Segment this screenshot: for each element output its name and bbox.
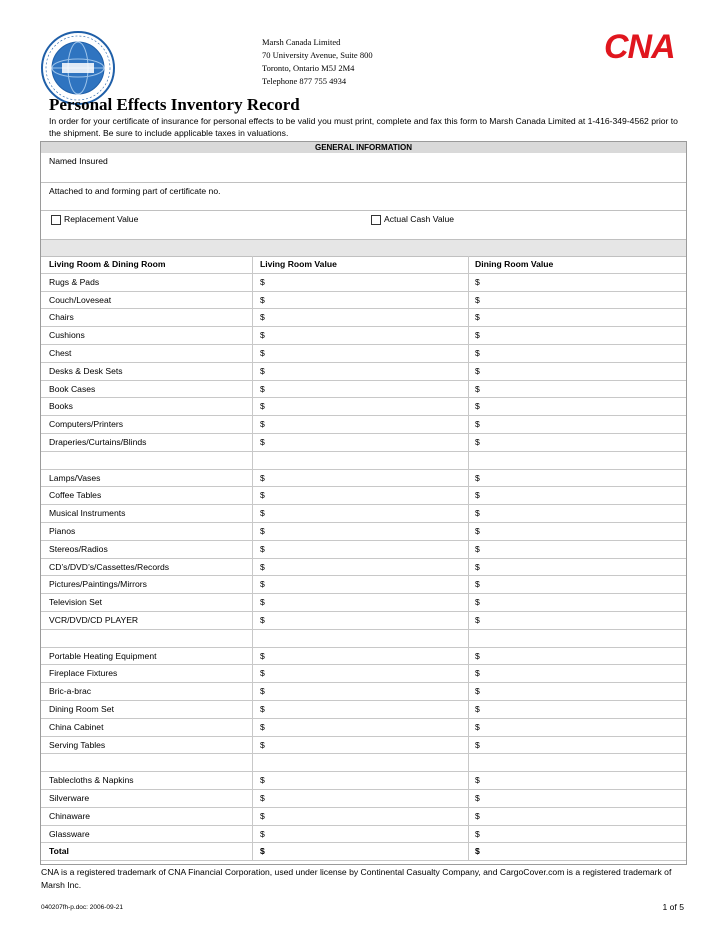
dining-room-value-cell[interactable]: $: [475, 508, 480, 519]
living-room-value-cell[interactable]: $: [253, 274, 469, 291]
living-room-value-cell[interactable]: $: [253, 523, 469, 540]
dining-room-value-cell[interactable]: $: [475, 686, 480, 697]
table-row: [41, 826, 686, 844]
living-room-value-cell[interactable]: $: [253, 363, 469, 380]
marsh-address-block: [262, 36, 373, 88]
item-cell: Glassware: [41, 826, 253, 843]
item-cell: [41, 754, 253, 771]
dining-room-value-cell[interactable]: $: [475, 810, 480, 821]
named-insured-field[interactable]: [41, 153, 686, 183]
header-dining-room-value: Dining Room Value: [475, 259, 554, 269]
living-room-value-cell[interactable]: $: [253, 665, 469, 682]
address-line-2: Toronto, Ontario M5J 2M4: [262, 63, 355, 73]
table-row: [41, 309, 686, 327]
table-row: [41, 683, 686, 701]
dining-room-value-cell[interactable]: $: [475, 348, 480, 358]
table-row: [41, 345, 686, 363]
item-cell: Dining Room Set: [41, 701, 253, 718]
dining-room-value-cell[interactable]: $: [475, 490, 480, 501]
living-room-value-cell[interactable]: $: [253, 826, 469, 843]
item-cell: Serving Tables: [41, 737, 253, 754]
table-spacer-row: [41, 754, 686, 772]
item-cell: Coffee Tables: [41, 487, 253, 504]
dining-room-value-cell[interactable]: $: [475, 579, 480, 590]
item-cell: Fireplace Fixtures: [41, 665, 253, 682]
dining-room-value-cell: [469, 754, 686, 771]
cna-logo: CNA: [604, 28, 675, 66]
item-cell: VCR/DVD/CD PLAYER: [41, 612, 253, 629]
dining-room-value-cell[interactable]: $: [475, 739, 480, 750]
item-cell: Silverware: [41, 790, 253, 807]
dining-room-value-cell[interactable]: $: [475, 668, 480, 679]
living-room-value-cell[interactable]: $: [253, 612, 469, 629]
living-room-value-cell[interactable]: $: [253, 737, 469, 754]
certificate-number-field[interactable]: [41, 183, 686, 211]
table-row: [41, 772, 686, 790]
dining-room-value-cell[interactable]: $: [475, 276, 480, 287]
table-row: [41, 523, 686, 541]
actual-cash-value-checkbox[interactable]: [371, 215, 381, 225]
dining-room-value-cell[interactable]: $: [475, 312, 480, 323]
telephone: Telephone 877 755 4934: [262, 76, 347, 86]
item-cell: Television Set: [41, 594, 253, 611]
table-row: [41, 381, 686, 399]
table-row: [41, 487, 686, 505]
item-cell: Lamps/Vases: [41, 470, 253, 487]
intro-text: In order for your certificate of insurance for personal effects to be valid you must print, complete and fax this form to Marsh Canada Limited at 1-416-349-4562 prior to the shipment. Be sure to include applicable taxes in valuations.: [49, 116, 678, 138]
table-row: [41, 594, 686, 612]
living-room-value-cell: [253, 452, 469, 469]
item-cell: Tablecloths & Napkins: [41, 772, 253, 789]
table-spacer-row: [41, 630, 686, 648]
living-room-value-cell[interactable]: $: [253, 594, 469, 611]
dining-room-value-cell[interactable]: $: [475, 775, 480, 786]
table-row: [41, 648, 686, 666]
dining-room-value-cell[interactable]: $: [475, 437, 480, 447]
table-row: [41, 505, 686, 523]
dining-room-value-cell[interactable]: $: [475, 294, 480, 305]
item-cell: [41, 630, 253, 647]
item-cell: Total: [41, 843, 253, 860]
table-row: [41, 843, 686, 861]
table-row: [41, 470, 686, 488]
living-room-value-cell: [253, 754, 469, 771]
living-room-value-cell[interactable]: $: [253, 416, 469, 433]
item-cell: Desks & Desk Sets: [41, 363, 253, 380]
table-row: [41, 327, 686, 345]
item-cell: Bric-a-brac: [41, 683, 253, 700]
table-row: [41, 363, 686, 381]
item-cell: [41, 452, 253, 469]
actual-cash-value-label: Actual Cash Value: [384, 214, 455, 224]
table-row: [41, 434, 686, 452]
living-room-value-cell[interactable]: $: [253, 398, 469, 415]
table-header-row: [41, 256, 686, 274]
table-row: [41, 576, 686, 594]
item-cell: Musical Instruments: [41, 505, 253, 522]
dining-room-value-cell[interactable]: $: [475, 472, 480, 483]
dining-room-value-cell: [469, 452, 686, 469]
living-room-value-cell[interactable]: $: [253, 808, 469, 825]
item-cell: China Cabinet: [41, 719, 253, 736]
table-row: [41, 665, 686, 683]
living-room-value-cell[interactable]: $: [253, 701, 469, 718]
table-spacer-row: [41, 452, 686, 470]
item-cell: Book Cases: [41, 381, 253, 398]
table-row: [41, 416, 686, 434]
valuation-basis-row: [41, 211, 686, 240]
table-row: [41, 737, 686, 755]
dining-room-value-cell[interactable]: $: [475, 419, 480, 430]
item-cell: Stereos/Radios: [41, 541, 253, 558]
living-room-value-cell[interactable]: $: [253, 576, 469, 593]
table-row: [41, 808, 686, 826]
living-room-value-cell[interactable]: $: [253, 345, 469, 362]
item-cell: Couch/Loveseat: [41, 292, 253, 309]
certificate-number-label: Attached to and forming part of certificate no.: [49, 186, 221, 196]
table-row: [41, 292, 686, 310]
dining-room-value-cell[interactable]: $: [475, 650, 480, 661]
dining-room-value-cell[interactable]: $: [475, 401, 480, 412]
dining-room-value-cell[interactable]: $: [475, 721, 480, 732]
dining-room-value-cell[interactable]: $: [475, 543, 480, 554]
general-information-band: GENERAL INFORMATION: [41, 142, 686, 153]
living-room-value-cell[interactable]: $: [253, 381, 469, 398]
item-cell: Books: [41, 398, 253, 415]
item-cell: Portable Heating Equipment: [41, 648, 253, 665]
dining-room-value-cell[interactable]: $: [475, 526, 480, 536]
company-name: Marsh Canada Limited: [262, 37, 341, 47]
table-row: [41, 559, 686, 577]
table-row: [41, 719, 686, 737]
dining-room-value-cell: [469, 630, 686, 647]
living-room-value-cell[interactable]: $: [253, 470, 469, 487]
table-row: [41, 612, 686, 630]
living-room-value-cell: [253, 630, 469, 647]
table-row: [41, 398, 686, 416]
living-room-value-cell[interactable]: $: [253, 719, 469, 736]
item-cell: Pianos: [41, 523, 253, 540]
living-room-value-cell[interactable]: $: [253, 843, 469, 860]
item-cell: CD’s/DVD’s/Cassettes/Records: [41, 559, 253, 576]
living-room-value-cell[interactable]: $: [253, 559, 469, 576]
living-room-value-cell[interactable]: $: [253, 505, 469, 522]
item-cell: Chinaware: [41, 808, 253, 825]
living-room-value-cell[interactable]: $: [253, 772, 469, 789]
page-number: 1 of 5: [662, 902, 684, 912]
dining-room-value-cell[interactable]: $: [475, 828, 480, 839]
item-cell: Cushions: [41, 327, 253, 344]
table-row: [41, 541, 686, 559]
living-room-value-cell[interactable]: $: [253, 683, 469, 700]
item-cell: Draperies/Curtains/Blinds: [41, 434, 253, 451]
item-cell: Rugs & Pads: [41, 274, 253, 291]
table-row: [41, 274, 686, 292]
header-item: Living Room & Dining Room: [41, 256, 253, 273]
replacement-value-checkbox[interactable]: [51, 215, 61, 225]
dining-room-value-cell[interactable]: $: [475, 704, 480, 714]
dining-room-value-cell[interactable]: $: [475, 793, 480, 803]
dining-room-value-cell[interactable]: $: [475, 383, 480, 394]
address-line-1: 70 University Avenue, Suite 800: [262, 50, 373, 60]
document-id: 040207fh-p.doc: 2006-09-21: [41, 904, 124, 911]
table-row: [41, 701, 686, 719]
trademark-notice: CNA is a registered trademark of CNA Financial Corporation, used under license by Continental Casualty Company, and CargoCover.com is a registered trademark of Marsh Inc.: [41, 867, 672, 890]
item-cell: Chest: [41, 345, 253, 362]
living-room-value-cell[interactable]: $: [253, 487, 469, 504]
page-title: Personal Effects Inventory Record: [49, 95, 300, 114]
living-room-value-cell[interactable]: $: [253, 292, 469, 309]
dining-room-value-cell[interactable]: $: [475, 597, 480, 608]
living-room-value-cell[interactable]: $: [253, 327, 469, 344]
table-row: [41, 790, 686, 808]
living-room-value-cell[interactable]: $: [253, 541, 469, 558]
header-living-room-value: Living Room Value: [253, 256, 469, 273]
living-room-value-cell[interactable]: $: [253, 648, 469, 665]
dining-room-value-cell[interactable]: $: [475, 615, 480, 625]
dining-room-value-cell[interactable]: $: [475, 365, 480, 376]
dining-room-value-cell[interactable]: $: [475, 561, 480, 572]
named-insured-label: Named Insured: [49, 156, 108, 166]
section-separator-band: [41, 240, 686, 257]
living-room-value-cell[interactable]: $: [253, 434, 469, 451]
item-cell: Pictures/Paintings/Mirrors: [41, 576, 253, 593]
item-cell: Chairs: [41, 309, 253, 326]
dining-room-value-cell[interactable]: $: [475, 330, 480, 341]
dining-room-value-cell[interactable]: $: [475, 846, 480, 857]
replacement-value-label: Replacement Value: [64, 214, 139, 224]
item-cell: Computers/Printers: [41, 416, 253, 433]
living-room-value-cell[interactable]: $: [253, 309, 469, 326]
living-room-value-cell[interactable]: $: [253, 790, 469, 807]
